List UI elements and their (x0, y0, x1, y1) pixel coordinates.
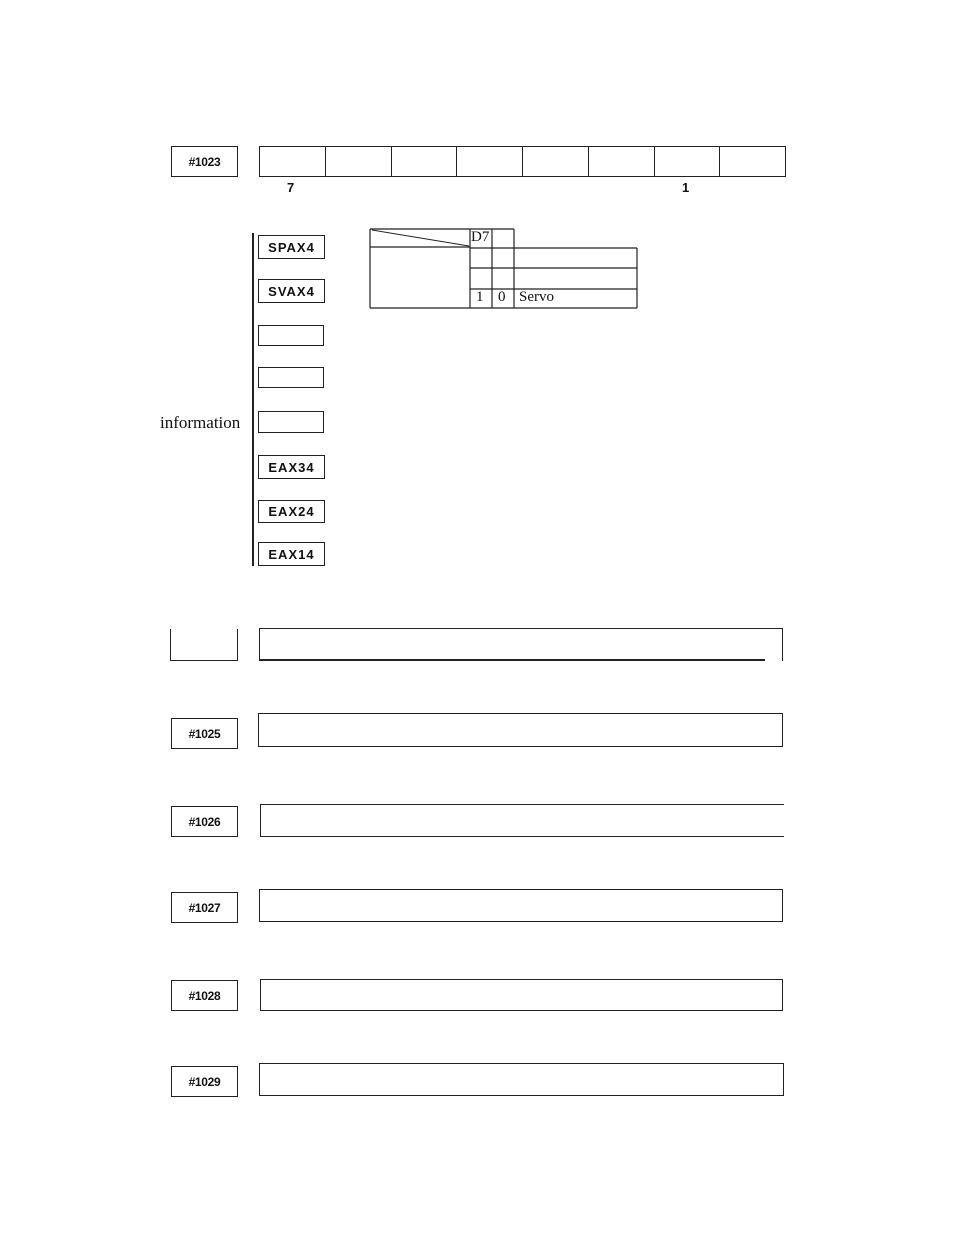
parameter-number-1025: #1025 (171, 718, 238, 749)
register-field-1024-bottom (259, 659, 765, 661)
bit-cell (523, 147, 589, 176)
bit-tag-blank (258, 411, 324, 433)
bit-tag-blank (258, 367, 324, 388)
parameter-number-1029: #1029 (171, 1066, 238, 1097)
bit-number-high: 7 (287, 180, 295, 195)
parameter-number-1028: #1028 (171, 980, 238, 1011)
mode-table-label-servo: Servo (519, 289, 554, 305)
bit-tag-eax14: EAX14 (258, 542, 325, 566)
bit-cell (260, 147, 326, 176)
bit-cell (326, 147, 392, 176)
register-field-1028 (260, 979, 783, 1011)
parameter-number-1026: #1026 (171, 806, 238, 837)
bit-field-row (259, 146, 786, 177)
register-field-1025 (258, 713, 783, 747)
register-field-1026 (260, 804, 784, 837)
parameter-number-1024 (170, 629, 238, 661)
bit-cell (392, 147, 458, 176)
bit-tag-eax24: EAX24 (258, 500, 325, 523)
parameter-number-1023: #1023 (171, 146, 238, 177)
bit-cell (655, 147, 721, 176)
bit-cell (457, 147, 523, 176)
bit-cell (589, 147, 655, 176)
mode-table-bit-b: 0 (498, 289, 506, 305)
bit-number-low: 1 (682, 180, 690, 195)
mode-table-bit-a: 1 (476, 289, 484, 305)
mode-table-header: D7 (471, 229, 490, 245)
register-field-1027 (259, 889, 783, 922)
register-field-1029 (259, 1063, 784, 1096)
bit-tag-eax34: EAX34 (258, 455, 325, 479)
side-label: information (160, 413, 241, 432)
bit-tag-spax4: SPAX4 (258, 235, 325, 259)
bit-bracket-line (252, 233, 254, 566)
parameter-number-1027: #1027 (171, 892, 238, 923)
bit-tag-blank (258, 325, 324, 346)
register-field-1024 (259, 628, 783, 661)
bit-cell (720, 147, 785, 176)
bit-tag-svax4: SVAX4 (258, 279, 325, 303)
